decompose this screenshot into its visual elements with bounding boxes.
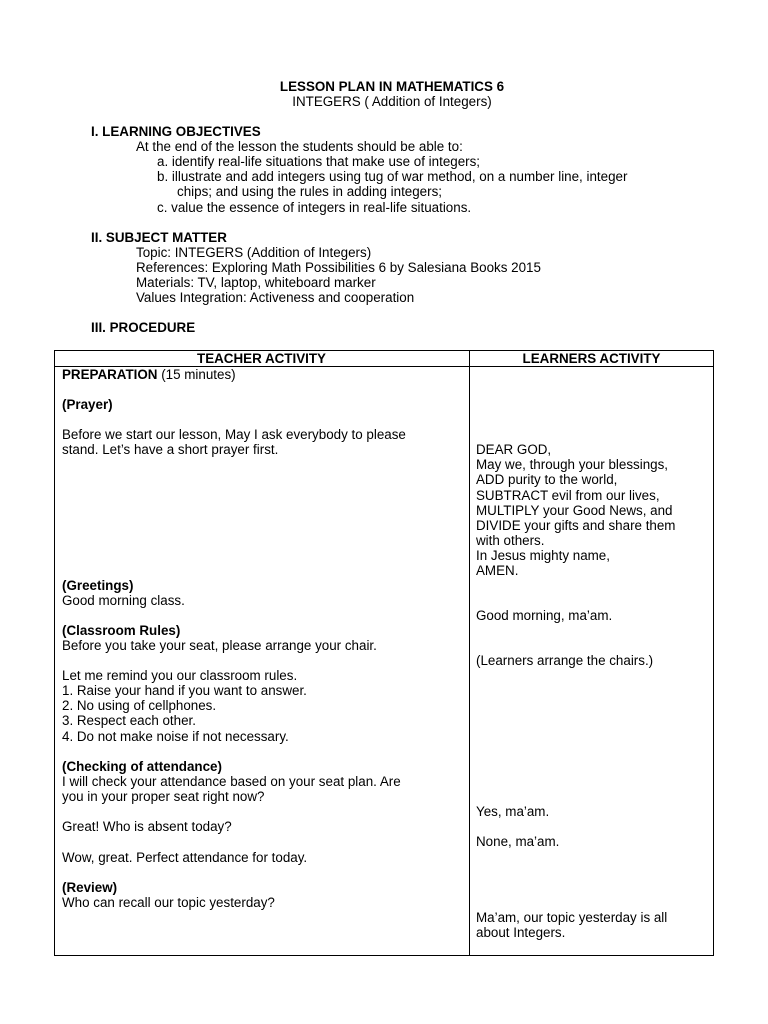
teacher-text: Great! Who is absent today? [62,819,232,834]
teacher-activity-header: TEACHER ACTIVITY [197,351,326,366]
rule-item: 3. Respect each other. [62,713,196,728]
classroom-rules-label: (Classroom Rules) [62,623,181,638]
objective-item: c. value the essence of integers in real-life situations. [157,200,472,215]
review-label: (Review) [62,880,118,895]
prayer-line: AMEN. [476,563,519,578]
prayer-line: May we, through your blessings, [476,457,669,472]
rule-item: 4. Do not make noise if not necessary. [62,729,289,744]
prayer-line: SUBTRACT evil from our lives, [476,488,660,503]
prayer-line: In Jesus mighty name, [476,548,610,563]
learner-response: Yes, ma’am. [476,804,550,819]
preparation-time: (15 minutes) [157,367,236,382]
learner-response: Ma’am, our topic yesterday is all [476,910,668,925]
prayer-label: (Prayer) [62,397,113,412]
procedure-heading: III. PROCEDURE [91,320,196,335]
teacher-text: I will check your attendance based on your seat plan. Are [62,774,401,789]
teacher-text: Wow, great. Perfect attendance for today. [62,850,308,865]
learners-activity-header: LEARNERS ACTIVITY [522,351,661,366]
prayer-line: with others. [476,533,545,548]
learner-response: about Integers. [476,925,566,940]
document-subtitle: INTEGERS ( Addition of Integers) [292,94,492,109]
objective-item: a. identify real-life situations that make use of integers; [157,154,481,169]
prayer-line: MULTIPLY your Good News, and [476,503,673,518]
teacher-text: Good morning class. [62,593,185,608]
greetings-label: (Greetings) [62,578,134,593]
rule-item: 2. No using of cellphones. [62,698,217,713]
learner-response: (Learners arrange the chairs.) [476,653,654,668]
objective-item: b. illustrate and add integers using tug of war method, on a number line, integer [157,169,628,184]
column-divider [469,351,470,955]
objective-item-continued: chips; and using the rules in adding integers; [177,184,443,199]
preparation-label: PREPARATION [62,367,158,382]
subject-materials: Materials: TV, laptop, whiteboard marker [136,275,376,290]
learner-response: Good morning, ma’am. [476,608,613,623]
teacher-text: you in your proper seat right now? [62,789,265,804]
document-title: LESSON PLAN IN MATHEMATICS 6 [279,79,505,94]
rule-item: 1. Raise your hand if you want to answer. [62,683,307,698]
teacher-text: Let me remind you our classroom rules. [62,668,298,683]
prayer-line: ADD purity to the world, [476,472,618,487]
subject-values: Values Integration: Activeness and cooperation [136,290,415,305]
teacher-text: Before you take your seat, please arrange your chair. [62,638,377,653]
attendance-label: (Checking of attendance) [62,759,222,774]
preparation-line [62,367,236,382]
subject-references: References: Exploring Math Possibilities 6 by Salesiana Books 2015 [136,260,541,275]
objectives-intro: At the end of the lesson the students should be able to: [136,139,463,154]
teacher-text: stand. Let’s have a short prayer first. [62,442,279,457]
prayer-line: DIVIDE your gifts and share them [476,518,676,533]
teacher-text: Who can recall our topic yesterday? [62,895,275,910]
prayer-line: DEAR GOD, [476,442,552,457]
learner-response: None, ma’am. [476,834,560,849]
teacher-text: Before we start our lesson, May I ask everybody to please [62,427,406,442]
objectives-heading: I. LEARNING OBJECTIVES [91,124,261,139]
subject-matter-heading: II. SUBJECT MATTER [91,230,227,245]
subject-topic: Topic: INTEGERS (Addition of Integers) [136,245,372,260]
